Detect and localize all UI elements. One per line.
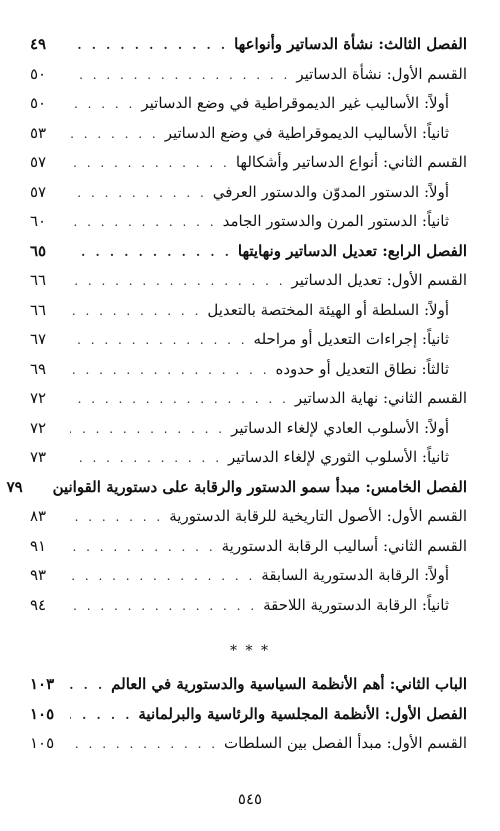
toc-entry-page: ٦٥ bbox=[30, 241, 47, 260]
dot-leader bbox=[70, 179, 207, 209]
toc-entry bbox=[30, 502, 467, 532]
toc-entry-title: أولاً: الأسلوب العادي لإلغاء الدساتير bbox=[231, 418, 449, 437]
toc-entry-title: ثانياً: الأساليب الديموقراطية في وضع الدساتير bbox=[164, 123, 449, 142]
toc-entry-page: ٩٤ bbox=[30, 595, 47, 614]
toc-entry-page: ٥٠ bbox=[30, 94, 47, 112]
table-of-contents-part-two bbox=[30, 670, 467, 759]
toc-entry-title: ثانياً: الرقابة الدستورية اللاحقة bbox=[263, 595, 449, 614]
toc-entry-title: الفصل الرابع: تعديل الدساتير ونهايتها bbox=[237, 241, 467, 260]
dot-leader bbox=[70, 415, 225, 445]
toc-entry bbox=[30, 561, 467, 591]
dot-leader bbox=[70, 533, 216, 563]
toc-entry-page: ٥٣ bbox=[30, 123, 47, 142]
toc-entry bbox=[30, 414, 467, 444]
dot-leader bbox=[70, 503, 163, 533]
dot-leader bbox=[70, 444, 222, 474]
toc-entry-page: ٩١ bbox=[30, 536, 47, 555]
dot-leader bbox=[70, 120, 159, 150]
toc-entry-page: ٦٦ bbox=[30, 271, 47, 289]
dot-leader bbox=[70, 701, 132, 731]
toc-entry-page: ٥٧ bbox=[30, 153, 47, 171]
toc-entry-title: الفصل الثالث: نشأة الدساتير وأنواعها bbox=[234, 35, 467, 53]
toc-entry-title: الباب الثاني: أهم الأنظمة السياسية والدستورية في العالم bbox=[111, 675, 467, 693]
toc-entry bbox=[30, 296, 467, 326]
toc-entry-page: ٥٠ bbox=[30, 64, 47, 83]
toc-entry-title: ثانياً: الدستور المرن والدستور الجامد bbox=[222, 212, 449, 230]
toc-entry bbox=[30, 89, 467, 119]
toc-entry-title: القسم الثاني: أنواع الدساتير وأشكالها bbox=[235, 153, 467, 171]
toc-entry-page: ٦٧ bbox=[30, 330, 47, 348]
toc-entry bbox=[30, 325, 467, 355]
toc-entry-title: القسم الأول: نشأة الدساتير bbox=[296, 64, 467, 83]
toc-entry bbox=[30, 30, 467, 60]
dot-leader bbox=[70, 149, 230, 179]
dot-leader bbox=[70, 326, 248, 356]
toc-entry-page: ٧٢ bbox=[30, 389, 47, 407]
toc-entry bbox=[30, 207, 467, 237]
toc-entry-title: الفصل الأول: الأنظمة المجلسية والرئاسية والبرلمانية bbox=[138, 704, 467, 723]
toc-entry bbox=[30, 60, 467, 90]
toc-entry-page: ١٠٣ bbox=[30, 675, 55, 693]
dot-leader bbox=[70, 562, 255, 592]
toc-entry-page: ٥٧ bbox=[30, 182, 47, 201]
toc-entry-title: ثانياً: إجراءات التعديل أو مراحله bbox=[253, 330, 449, 348]
toc-entry-page: ٦٠ bbox=[30, 212, 47, 230]
toc-entry bbox=[30, 532, 467, 562]
toc-entry bbox=[30, 237, 467, 267]
dot-leader bbox=[70, 208, 217, 238]
toc-entry bbox=[30, 670, 467, 700]
toc-entry-title: أولاً: الرقابة الدستورية السابقة bbox=[261, 566, 449, 584]
dot-leader bbox=[70, 90, 135, 120]
dot-leader bbox=[70, 61, 290, 91]
toc-entry bbox=[30, 591, 467, 621]
dot-leader bbox=[70, 592, 257, 622]
toc-entry-title: أولاً: الدستور المدوّن والدستور العرفي bbox=[212, 182, 449, 201]
toc-entry bbox=[30, 729, 467, 759]
toc-entry-title: القسم الأول: مبدأ الفصل بين السلطات bbox=[224, 734, 467, 752]
table-of-contents bbox=[6, 30, 467, 620]
toc-entry bbox=[6, 473, 467, 503]
toc-entry bbox=[30, 700, 467, 730]
toc-entry-page: ٨٣ bbox=[30, 507, 47, 525]
toc-entry bbox=[30, 266, 467, 296]
dot-leader bbox=[70, 356, 270, 386]
dot-leader bbox=[70, 385, 289, 415]
toc-entry-page: ٧٣ bbox=[30, 448, 47, 466]
dot-leader bbox=[70, 671, 105, 701]
toc-entry-title: الفصل الخامس: مبدأ سمو الدستور والرقابة على دستورية القوانين bbox=[52, 477, 467, 496]
toc-entry-title: القسم الثاني: أساليب الرقابة الدستورية bbox=[221, 536, 467, 555]
toc-entry-title: ثانياً: الأسلوب الثوري لإلغاء الدساتير bbox=[228, 448, 449, 466]
section-separator: * * * bbox=[230, 643, 270, 659]
toc-entry bbox=[30, 384, 467, 414]
toc-entry bbox=[30, 443, 467, 473]
toc-entry-page: ٩٣ bbox=[30, 566, 47, 584]
toc-entry-title: أولاً: الأساليب غير الديموقراطية في وضع الدساتير bbox=[141, 94, 449, 112]
toc-entry bbox=[30, 355, 467, 385]
dot-leader bbox=[70, 238, 232, 268]
page-number: ٥٤٥ bbox=[237, 790, 263, 808]
toc-entry-title: القسم الثاني: نهاية الدساتير bbox=[294, 389, 467, 407]
toc-entry-page: ١٠٥ bbox=[30, 734, 55, 752]
toc-entry bbox=[30, 178, 467, 208]
toc-entry-title: القسم الأول: الأصول التاريخية للرقابة الدستورية bbox=[169, 507, 467, 525]
toc-entry-title: أولاً: السلطة أو الهيئة المختصة بالتعديل bbox=[207, 300, 449, 319]
toc-entry-page: ٧٩ bbox=[6, 477, 23, 496]
toc-entry-page: ٤٩ bbox=[30, 35, 47, 53]
toc-entry-page: ٧٢ bbox=[30, 418, 47, 437]
toc-entry-title: ثالثاً: نطاق التعديل أو حدوده bbox=[275, 359, 449, 378]
dot-leader bbox=[70, 730, 218, 760]
dot-leader bbox=[70, 297, 201, 327]
toc-entry-page: ١٠٥ bbox=[30, 704, 55, 723]
toc-entry bbox=[30, 119, 467, 149]
dot-leader bbox=[70, 267, 286, 297]
toc-entry-page: ٦٦ bbox=[30, 300, 47, 319]
toc-entry-title: القسم الأول: تعديل الدساتير bbox=[291, 271, 467, 289]
toc-entry bbox=[30, 148, 467, 178]
dot-leader bbox=[70, 31, 228, 61]
toc-entry-page: ٦٩ bbox=[30, 359, 47, 378]
